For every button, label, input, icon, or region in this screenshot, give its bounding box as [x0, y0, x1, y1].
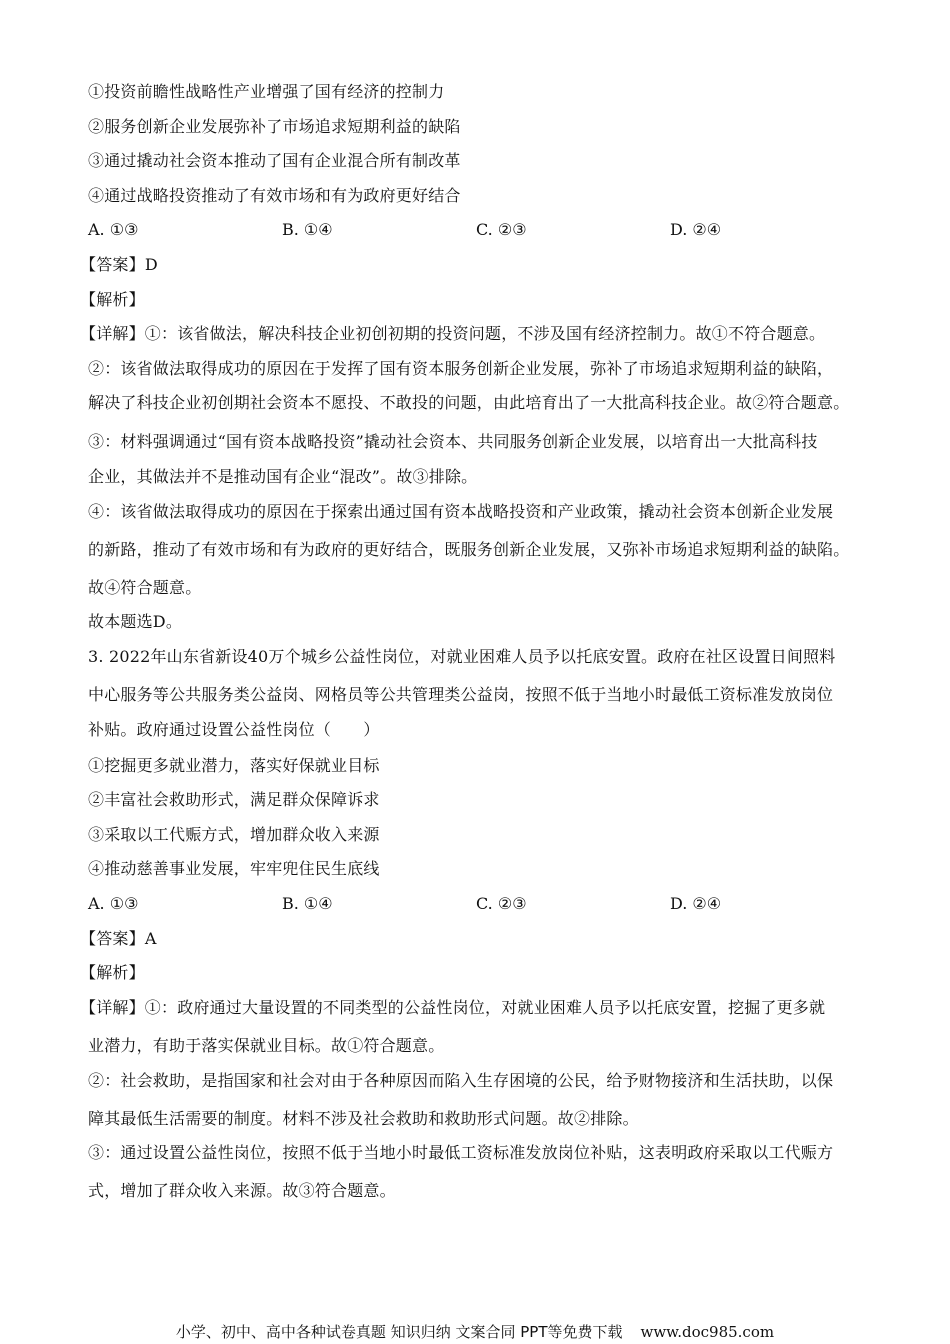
q2-detail-7: 的新路，推动了有效市场和有为政府的更好结合，既服务创新企业发展，又弥补市场追求短期利益的缺陷。 [88, 540, 850, 559]
q2-option-b: B. ①④ [282, 220, 333, 239]
q2-answer [80, 255, 158, 275]
q2-analysis-label: 【解析】 [80, 290, 145, 309]
q2-choice-4: ④通过战略投资推动了有效市场和有为政府更好结合 [88, 186, 461, 205]
q3-option-a: A. ①③ [88, 894, 139, 913]
q3-option-d: D. ②④ [670, 894, 722, 913]
q3-detail-3: ②：社会救助，是指国家和社会对由于各种原因而陷入生存困境的公民，给予财物接济和生活扶助，以保 [88, 1071, 834, 1090]
q2-choice-3: ③通过撬动社会资本推动了国有企业混合所有制改革 [88, 151, 461, 170]
q3-detail-4: 障其最低生活需要的制度。材料不涉及社会救助和救助形式问题。故②排除。 [88, 1109, 639, 1128]
q3-answer-label: 【答案】 [80, 929, 145, 948]
q3-choice-3: ③采取以工代赈方式，增加群众收入来源 [88, 825, 380, 844]
q2-option-d: D. ②④ [670, 220, 722, 239]
q3-analysis-label: 【解析】 [80, 963, 145, 982]
q3-choice-1: ①挖掘更多就业潜力，落实好保就业目标 [88, 756, 380, 775]
q3-choice-2: ②丰富社会救助形式，满足群众保障诉求 [88, 790, 380, 809]
q2-detail-9: 故本题选D。 [88, 612, 183, 631]
q3-detail-6: 式，增加了群众收入来源。故③符合题意。 [88, 1181, 396, 1200]
q3-option-b: B. ①④ [282, 894, 333, 913]
q2-option-a: A. ①③ [88, 220, 139, 239]
q3-detail-2: 业潜力，有助于落实保就业目标。故①符合题意。 [88, 1036, 445, 1055]
q3-detail-1: 【详解】①：政府通过大量设置的不同类型的公益性岗位，对就业困难人员予以托底安置，挖掘了更多就 [80, 998, 826, 1017]
q2-detail-6: ④：该省做法取得成功的原因在于探索出通过国有资本战略投资和产业政策，撬动社会资本创新企业发展 [88, 502, 834, 521]
q3-detail-5: ③：通过设置公益性岗位，按照不低于当地小时最低工资标准发放岗位补贴，这表明政府采取以工代赈方 [88, 1143, 834, 1162]
q2-option-c: C. ②③ [476, 220, 527, 239]
q2-detail-5: 企业，其做法并不是推动国有企业“混改”。故③排除。 [88, 467, 478, 486]
q3-stem-1: 3. 2022年山东省新设40万个城乡公益性岗位，对就业困难人员予以托底安置。政府在社区设置日间照料 [88, 647, 836, 666]
q3-choice-4: ④推动慈善事业发展，牢牢兜住民生底线 [88, 859, 380, 878]
footer-text: 小学、初中、高中各种试卷真题 知识归纳 文案合同 PPT等免费下载 [175, 1323, 623, 1341]
q3-option-c: C. ②③ [476, 894, 527, 913]
q3-answer [80, 929, 157, 949]
q2-detail-2: ②：该省做法取得成功的原因在于发挥了国有资本服务创新企业发展，弥补了市场追求短期利益的缺陷， [88, 359, 834, 378]
q3-answer-value: A [144, 929, 157, 948]
q3-stem-2: 中心服务等公共服务类公益岗、网格员等公共管理类公益岗，按照不低于当地小时最低工资标准发放岗位 [88, 685, 834, 704]
q2-answer-value: D [144, 255, 158, 274]
q2-detail-8: 故④符合题意。 [88, 578, 202, 597]
q2-choice-1: ①投资前瞻性战略性产业增强了国有经济的控制力 [88, 82, 445, 101]
q2-choice-2: ②服务创新企业发展弥补了市场追求短期利益的缺陷 [88, 117, 461, 136]
q2-detail-3: 解决了科技企业初创期社会资本不愿投、不敢投的问题，由此培育出了一大批高科技企业。故②符合题意。 [88, 393, 850, 412]
q2-detail-1: 【详解】①：该省做法，解决科技企业初创初期的投资问题，不涉及国有经济控制力。故①不符合题意。 [80, 324, 826, 343]
q2-detail-4: ③：材料强调通过“国有资本战略投资”撬动社会资本、共同服务创新企业发展，以培育出一大批高科技 [88, 432, 818, 451]
page-footer [0, 1323, 950, 1341]
q3-stem-3: 补贴。政府通过设置公益性岗位（ ） [88, 720, 380, 739]
footer-site-link[interactable]: www.doc985.com [640, 1323, 775, 1341]
q2-answer-label: 【答案】 [80, 255, 145, 274]
